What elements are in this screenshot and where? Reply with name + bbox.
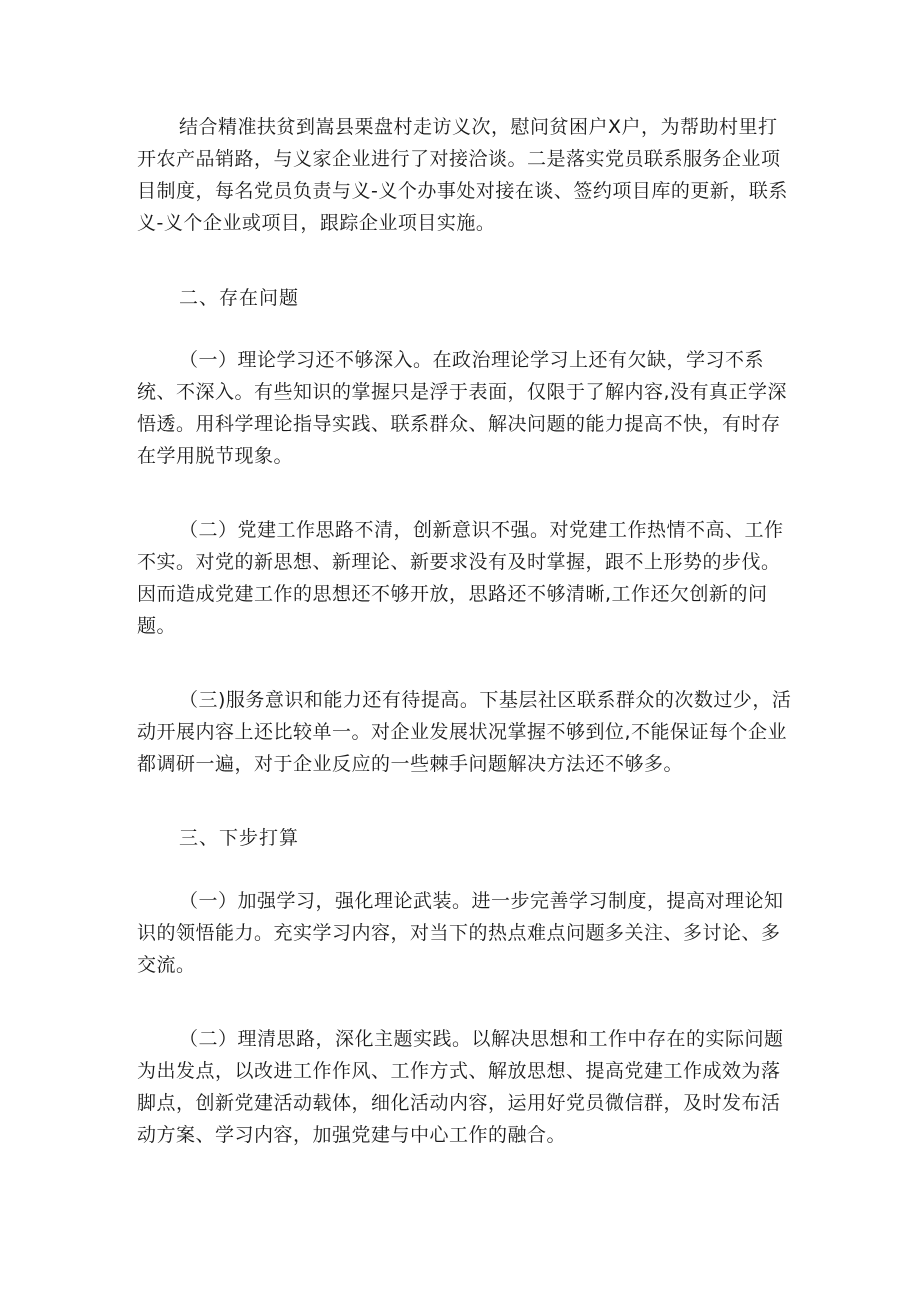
section-heading-problems: 二、存在问题 xyxy=(179,287,300,309)
problem-paragraph-3: （三)服务意识和能力还有待提高。下基层社区联系群众的次数过少，活动开展内容上还比较单一。对企业发展状况掌握不够到位,不能保证每个企业都调研一遍，对于企业反应的一些棘手问题解决方法还不够多。 xyxy=(137,689,792,775)
section-heading-next-steps: 三、下步打算 xyxy=(179,827,300,849)
problem-paragraph-1: （一）理论学习还不够深入。在政治理论学习上还有欠缺，学习不系统、不深入。有些知识的掌握只是浮于表面，仅限于了解内容,没有真正学深悟透。用科学理论指导实践、联系群众、解决问题的能力提高不快，有时存在学用脱节现象。 xyxy=(137,349,788,467)
plan-paragraph-1: （一）加强学习，强化理论武装。进一步完善学习制度，提高对理论知识的领悟能力。充实学习内容，对当下的热点难点问题多关注、多讨论、多交流。 xyxy=(137,890,784,976)
plan-paragraph-2: （二）理清思路，深化主题实践。以解决思想和工作中存在的实际问题为出发点，以改进工作作风、工作方式、解放思想、提高党建工作成效为落脚点，创新党建活动载体，细化活动内容，运用好党员微信群，及时发布活动方案、学习内容，加强党建与中心工作的融合。 xyxy=(137,1028,784,1146)
problem-paragraph-2: （二）党建工作思路不清，创新意识不强。对党建工作热情不高、工作不实。对党的新思想、新理论、新要求没有及时掌握，跟不上形势的步伐。因而造成党建工作的思想还不够开放，思路还不够清晰,工作还欠创新的问题。 xyxy=(137,519,784,637)
intro-paragraph: 结合精准扶贫到嵩县栗盘村走访义次，慰问贫困户X户，为帮助村里打开农产品销路，与义家企业进行了对接洽谈。二是落实党员联系服务企业项目制度，每名党员负责与义-义个办事处对接在谈、签约项目库的更新，联系义-义个企业或项目，跟踪企业项目实施。 xyxy=(137,116,788,234)
